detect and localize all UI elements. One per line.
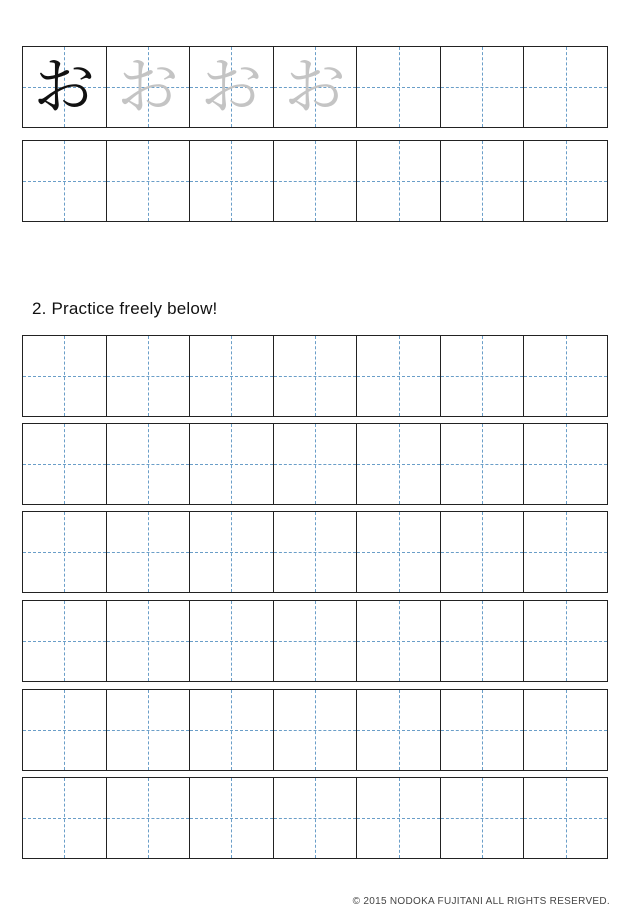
free-row-1 [22,335,608,417]
practice-cell[interactable] [357,690,441,770]
trace-character: お [200,50,263,123]
practice-cell[interactable] [441,336,525,416]
practice-cell[interactable] [23,424,107,504]
practice-cell[interactable] [23,47,107,127]
practice-cell[interactable] [441,47,525,127]
practice-cell[interactable] [524,601,607,681]
copyright-notice: © 2015 NODOKA FUJITANI ALL RIGHTS RESERVED. [352,896,610,907]
section-heading: 2. Practice freely below! [32,299,218,318]
practice-cell[interactable] [441,690,525,770]
practice-cell[interactable] [357,336,441,416]
practice-cell[interactable] [23,512,107,592]
practice-cell[interactable] [190,424,274,504]
practice-cell[interactable] [190,601,274,681]
free-row-2 [22,423,608,505]
practice-cell[interactable] [524,141,607,221]
practice-cell[interactable] [107,141,191,221]
practice-cell[interactable] [107,690,191,770]
practice-cell[interactable] [23,141,107,221]
free-row-5 [22,689,608,771]
practice-cell[interactable] [274,778,358,858]
practice-cell[interactable] [274,47,358,127]
practice-cell[interactable] [274,141,358,221]
trace-character: お [284,50,347,123]
free-row-3 [22,511,608,593]
practice-cell[interactable] [23,601,107,681]
practice-cell[interactable] [107,601,191,681]
practice-cell[interactable] [274,690,358,770]
practice-cell[interactable] [357,47,441,127]
guided-row-2 [22,140,608,222]
practice-cell[interactable] [190,778,274,858]
practice-cell[interactable] [274,601,358,681]
practice-cell[interactable] [107,512,191,592]
practice-cell[interactable] [357,424,441,504]
practice-cell[interactable] [107,47,191,127]
trace-character: お [116,50,179,123]
practice-cell[interactable] [274,424,358,504]
practice-cell[interactable] [441,424,525,504]
practice-cell[interactable] [357,601,441,681]
practice-cell[interactable] [441,601,525,681]
practice-cell[interactable] [524,424,607,504]
practice-cell[interactable] [190,47,274,127]
practice-cell[interactable] [107,778,191,858]
practice-cell[interactable] [357,141,441,221]
practice-cell[interactable] [274,336,358,416]
practice-cell[interactable] [441,778,525,858]
practice-cell[interactable] [107,336,191,416]
practice-cell[interactable] [357,778,441,858]
practice-cell[interactable] [23,690,107,770]
model-character: お [33,50,96,123]
practice-cell[interactable] [524,778,607,858]
practice-cell[interactable] [524,47,607,127]
practice-cell[interactable] [190,512,274,592]
practice-cell[interactable] [524,690,607,770]
practice-cell[interactable] [190,141,274,221]
practice-cell[interactable] [441,141,525,221]
practice-cell[interactable] [441,512,525,592]
practice-cell[interactable] [23,336,107,416]
practice-cell[interactable] [23,778,107,858]
practice-cell[interactable] [274,512,358,592]
free-row-6 [22,777,608,859]
free-row-4 [22,600,608,682]
practice-cell[interactable] [357,512,441,592]
practice-cell[interactable] [107,424,191,504]
practice-cell[interactable] [524,512,607,592]
practice-cell[interactable] [190,690,274,770]
practice-cell[interactable] [524,336,607,416]
practice-cell[interactable] [190,336,274,416]
guided-row-1 [22,46,608,128]
